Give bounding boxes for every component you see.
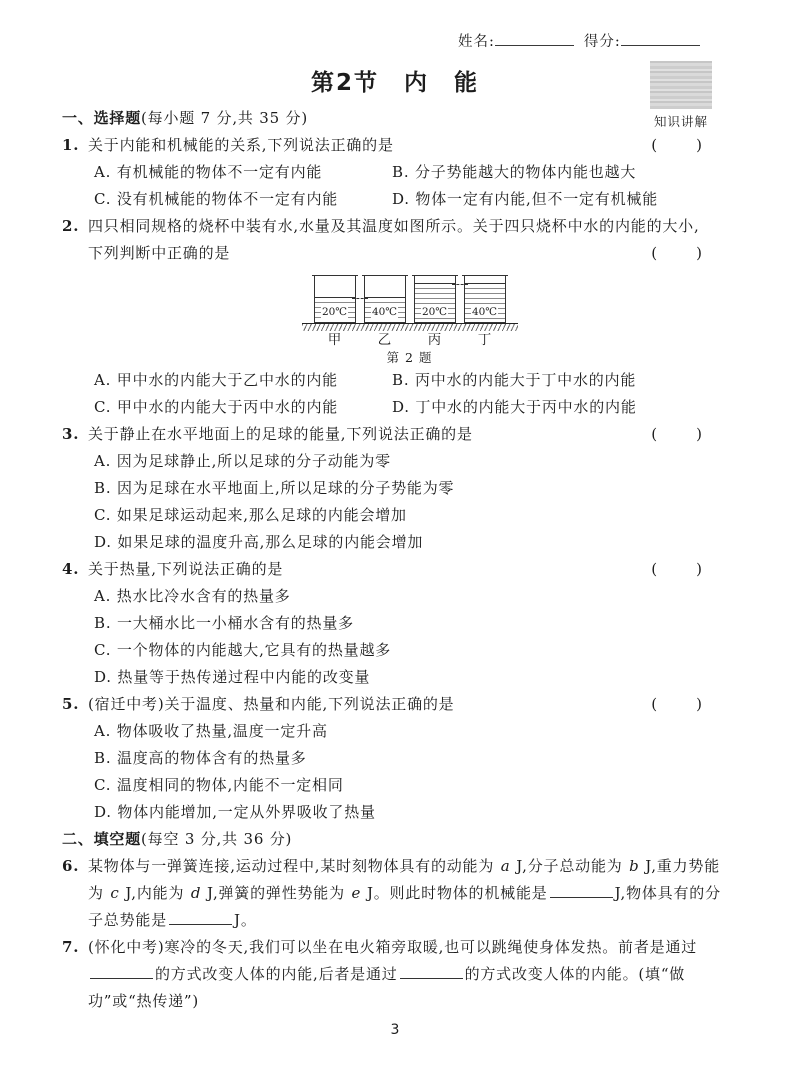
section-1-heading — [62, 105, 731, 132]
section-2-note: (每空 3 分,共 36 分) — [141, 830, 293, 848]
page-title: 第2节 内 能 — [310, 70, 479, 96]
beaker-ding-temperature: 40℃ — [471, 306, 498, 318]
question-2-stem-line2 — [88, 240, 731, 267]
option-row — [94, 159, 731, 186]
question-1 — [62, 132, 731, 213]
score-field — [584, 30, 700, 51]
beaker-rim — [412, 275, 458, 276]
beaker-jia-temperature: 20℃ — [321, 306, 348, 318]
question-3-number: 3. — [62, 425, 80, 443]
question-6-text: J,分子总动能为 — [510, 857, 629, 875]
question-2-option-a: A. 甲中水的内能大于乙中水的内能 — [94, 371, 338, 389]
question-4-text: 关于热量,下列说法正确的是 — [88, 560, 284, 578]
question-2-answer-bracket: ( ) — [651, 244, 705, 262]
beaker-rim — [462, 275, 508, 276]
beaker-jia-water — [315, 297, 355, 322]
question-6-text: J,弹簧的弹性势能为 — [201, 884, 351, 902]
question-2-options — [94, 367, 731, 421]
question-6-text: J。 — [234, 911, 257, 929]
question-7-text: (怀化中考)寒冷的冬天,我们可以坐在电火箱旁取暖,也可以跳绳使身体发热。前者是通过 — [88, 938, 698, 956]
question-1-option-c: C. 没有机械能的物体不一定有内能 — [94, 190, 339, 208]
name-blank-line — [495, 32, 574, 46]
figure-caption: 第 2 题 — [386, 350, 433, 365]
knowledge-qr-image — [650, 61, 712, 109]
question-2-stem-line1: 四只相同规格的烧杯中装有水,水量及其温度如图所示。关于四只烧杯中水的内能的大小, — [88, 217, 700, 235]
question-3-body — [88, 421, 731, 556]
question-5-option-d: D. 物体内能增加,一定从外界吸收了热量 — [94, 803, 376, 821]
option-row — [94, 186, 731, 213]
beaker-ding-label: 丁 — [477, 332, 492, 348]
question-7-text: 的方式改变人体的内能,后者是通过 — [155, 965, 398, 983]
question-7 — [62, 934, 731, 1015]
question-7-number: 7. — [62, 938, 80, 956]
question-5-stem — [88, 691, 731, 718]
beaker-rim — [312, 275, 358, 276]
question-7-text: 的方式改变人体的内能。(填“做功”或“热传递”) — [88, 965, 686, 1010]
section-2-heading — [62, 826, 731, 853]
beaker-ding-water — [465, 283, 505, 322]
water-level-dashed-connector-high — [452, 284, 468, 285]
question-1-number: 1. — [62, 136, 80, 154]
question-2-option-c: C. 甲中水的内能大于丙中水的内能 — [94, 398, 339, 416]
question-2-text: 下列判断中正确的是 — [88, 244, 231, 262]
question-3-text: 关于静止在水平地面上的足球的能量,下列说法正确的是 — [88, 425, 473, 443]
question-1-answer-bracket: ( ) — [651, 136, 705, 154]
ground-hatch-line — [302, 323, 518, 331]
question-1-options — [94, 159, 731, 213]
variable-a: a — [500, 857, 510, 875]
question-3-option-a: A. 因为足球静止,所以足球的分子动能为零 — [94, 452, 391, 470]
question-5 — [62, 691, 731, 826]
question-1-option-d: D. 物体一定有内能,但不一定有机械能 — [392, 190, 658, 208]
beaker-yi-label: 乙 — [377, 332, 392, 348]
question-3-stem — [88, 421, 731, 448]
question-3-option-d: D. 如果足球的温度升高,那么足球的内能会增加 — [94, 533, 424, 551]
question-6-text: J,物体具有的分子总势能是 — [88, 884, 721, 929]
question-4-option-b: B. 一大桶水比一小桶水含有的热量多 — [94, 614, 354, 632]
question-4-answer-bracket: ( ) — [651, 560, 705, 578]
question-6-blank-2 — [169, 911, 232, 925]
name-label: 姓名: — [458, 34, 495, 50]
score-label: 得分: — [583, 34, 621, 50]
variable-c: c — [110, 884, 119, 902]
question-2-option-d: D. 丁中水的内能大于丙中水的内能 — [392, 398, 637, 416]
question-4-option-c: C. 一个物体的内能越大,它具有的热量越多 — [94, 641, 392, 659]
question-4 — [62, 556, 731, 691]
question-7-body — [88, 934, 731, 1015]
beaker-jia-label: 甲 — [327, 332, 342, 348]
question-1-option-b: B. 分子势能越大的物体内能也越大 — [392, 163, 637, 181]
question-4-body — [88, 556, 731, 691]
beaker-bing-water — [415, 283, 455, 322]
question-5-options — [94, 718, 731, 826]
beaker-rim — [362, 275, 408, 276]
question-7-blank-1 — [90, 965, 153, 979]
question-6-number: 6. — [62, 857, 80, 875]
question-2-body — [88, 213, 731, 421]
beaker-bing — [414, 275, 456, 323]
question-1-body — [88, 132, 731, 213]
question-2-option-b: B. 丙中水的内能大于丁中水的内能 — [392, 371, 637, 389]
option-row — [94, 367, 731, 394]
beaker-bing-label: 丙 — [427, 332, 442, 348]
question-5-option-c: C. 温度相同的物体,内能不一定相同 — [94, 776, 344, 794]
beaker-yi-temperature: 40℃ — [371, 306, 398, 318]
score-blank-line — [621, 32, 700, 46]
beaker-row — [314, 271, 506, 323]
worksheet-body — [62, 105, 731, 1015]
header-fields — [458, 30, 700, 51]
question-5-answer-bracket: ( ) — [651, 695, 705, 713]
question-3 — [62, 421, 731, 556]
question-4-option-d: D. 热量等于热传递过程中内能的改变量 — [94, 668, 371, 686]
page-number: 3 — [390, 1022, 400, 1038]
question-4-options — [94, 583, 731, 691]
question-5-text: (宿迁中考)关于温度、热量和内能,下列说法正确的是 — [88, 695, 455, 713]
question-5-option-b: B. 温度高的物体含有的热量多 — [94, 749, 307, 767]
question-2-figure — [314, 271, 506, 366]
question-3-option-b: B. 因为足球在水平地面上,所以足球的分子势能为零 — [94, 479, 455, 497]
question-1-text: 关于内能和机械能的关系,下列说法正确的是 — [88, 136, 394, 154]
knowledge-qr-label: 知识讲解 — [653, 114, 708, 129]
question-3-option-c: C. 如果足球运动起来,那么足球的内能会增加 — [94, 506, 407, 524]
question-6-text: J。则此时物体的机械能是 — [361, 884, 548, 902]
question-1-stem — [88, 132, 731, 159]
variable-b: b — [629, 857, 639, 875]
question-7-blank-2 — [400, 965, 463, 979]
section-1-note: (每小题 7 分,共 35 分) — [141, 109, 308, 127]
section-1-title: 一、选择题 — [62, 109, 142, 127]
beaker-yi-water — [365, 297, 405, 322]
water-level-dashed-connector-low — [352, 298, 368, 299]
question-3-answer-bracket: ( ) — [651, 425, 705, 443]
section-2-title: 二、填空题 — [62, 830, 142, 848]
beaker-ding — [464, 275, 506, 323]
question-6 — [62, 853, 731, 934]
question-6-body — [88, 853, 731, 934]
question-6-blank-1 — [550, 884, 613, 898]
question-4-stem — [88, 556, 731, 583]
name-field — [458, 30, 574, 51]
question-6-text: J,内能为 — [119, 884, 190, 902]
question-5-option-a: A. 物体吸收了热量,温度一定升高 — [94, 722, 328, 740]
question-2 — [62, 213, 731, 421]
question-6-text: 某物体与一弹簧连接,运动过程中,某时刻物体具有的动能为 — [88, 857, 500, 875]
variable-e: e — [351, 884, 361, 902]
option-row — [94, 394, 731, 421]
question-4-number: 4. — [62, 560, 80, 578]
question-5-number: 5. — [62, 695, 80, 713]
question-3-options — [94, 448, 731, 556]
beaker-yi — [364, 275, 406, 323]
question-6-text: J,重力势能为 — [88, 857, 721, 902]
variable-d: d — [190, 884, 201, 902]
question-5-body — [88, 691, 731, 826]
question-2-number: 2. — [62, 217, 80, 235]
beaker-labels — [314, 331, 506, 350]
beaker-bing-temperature: 20℃ — [421, 306, 448, 318]
question-4-option-a: A. 热水比冷水含有的热量多 — [94, 587, 291, 605]
beaker-jia — [314, 275, 356, 323]
question-1-option-a: A. 有机械能的物体不一定有内能 — [94, 163, 323, 181]
